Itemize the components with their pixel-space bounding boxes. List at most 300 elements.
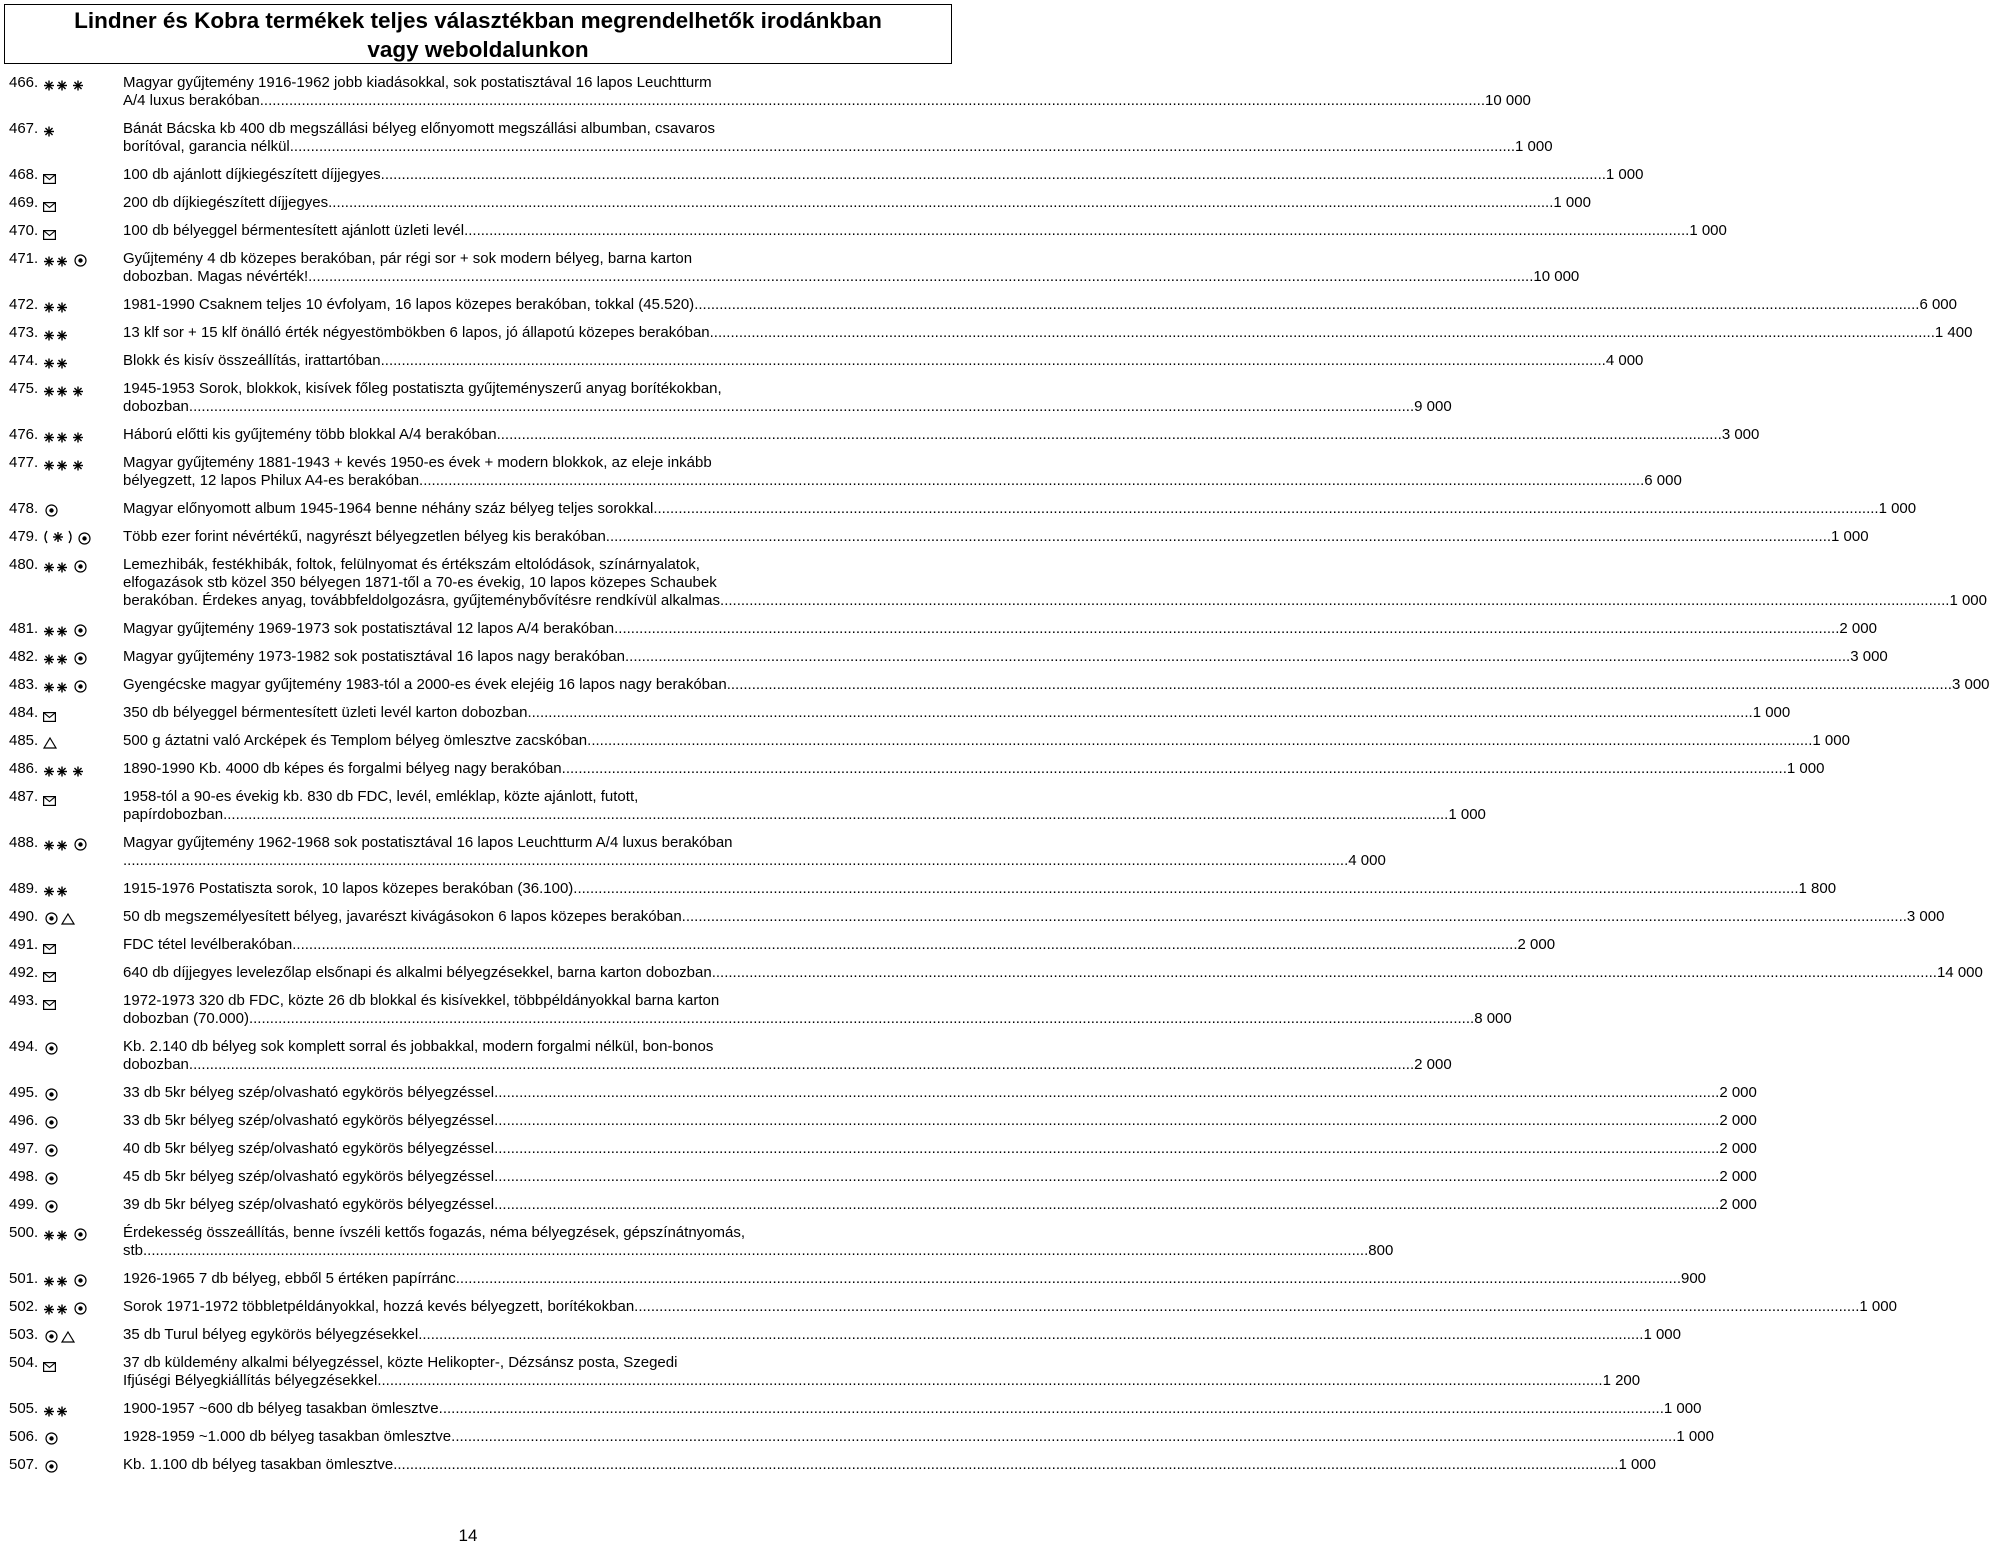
lot-price: 4 000 bbox=[1348, 852, 1386, 869]
description-text: stb bbox=[123, 1242, 144, 1259]
cancelled-stamp-icon bbox=[45, 1432, 58, 1445]
star-icon bbox=[72, 384, 84, 395]
description-text: 640 db díjjegyes levelezőlap elsőnapi és alkalmi bélyegzésekkel, barna karton dobozban bbox=[123, 964, 712, 981]
lot-price: 1 000 bbox=[1676, 1428, 1714, 1445]
lot-item bbox=[9, 760, 1825, 778]
lot-item bbox=[9, 380, 1452, 416]
description-text: 40 db 5kr bélyeg szép/olvasható egykörös bélyegzéssel bbox=[123, 1140, 495, 1157]
dot-leader bbox=[494, 1084, 1719, 1102]
cancelled-stamp-icon bbox=[45, 1460, 58, 1473]
envelope-icon bbox=[43, 941, 56, 951]
description-text: Sorok 1971-1972 többletpéldányokkal, hozzá kevés bélyegzett, borítékokban bbox=[123, 1298, 635, 1315]
lot-description bbox=[123, 528, 1869, 546]
lot-item bbox=[9, 556, 1987, 610]
dot-leader bbox=[249, 1010, 1474, 1028]
description-text: 33 db 5kr bélyeg szép/olvasható egykörös bélyegzéssel bbox=[123, 1112, 495, 1129]
description-text: 1928-1959 ~1.000 db bélyeg tasakban ömlesztve bbox=[123, 1428, 452, 1445]
lot-price: 1 000 bbox=[1553, 194, 1591, 211]
double-star-icon bbox=[43, 624, 69, 635]
description-text: 1915-1976 Postatiszta sorok, 10 lapos közepes berakóban (36.100) bbox=[123, 880, 574, 897]
lot-icons bbox=[43, 1400, 123, 1418]
description-text: 500 g áztatni való Arcképek és Templom bélyeg ömlesztve zacskóban bbox=[123, 732, 588, 749]
dot-leader bbox=[464, 222, 1689, 240]
lot-description bbox=[123, 324, 1972, 342]
lot-description bbox=[123, 1084, 1757, 1102]
lot-number: 506. bbox=[9, 1428, 39, 1445]
lot-description bbox=[123, 1400, 1701, 1418]
cancelled-stamp-icon bbox=[74, 560, 87, 573]
lot-icons bbox=[43, 880, 123, 898]
lot-item bbox=[9, 880, 1837, 898]
lot-item bbox=[9, 732, 1850, 750]
lot-description bbox=[123, 352, 1643, 370]
lot-description bbox=[123, 74, 1531, 110]
dot-leader bbox=[143, 1242, 1368, 1260]
lot-number: 469. bbox=[9, 194, 39, 211]
lot-item bbox=[9, 426, 1760, 444]
cancelled-stamp-icon bbox=[45, 504, 58, 517]
description-text: Kb. 1.100 db bélyeg tasakban ömlesztve bbox=[123, 1456, 394, 1473]
cancelled-stamp-icon bbox=[74, 652, 87, 665]
lot-description bbox=[123, 992, 1512, 1028]
description-line bbox=[123, 964, 1983, 982]
dot-leader bbox=[290, 138, 1515, 156]
lot-description bbox=[123, 648, 1888, 666]
lot-number: 505. bbox=[9, 1400, 39, 1417]
lot-item bbox=[9, 1038, 1452, 1074]
description-line bbox=[123, 138, 1553, 156]
description-text: papírdobozban bbox=[123, 806, 224, 823]
double-star-icon bbox=[43, 384, 69, 395]
star-icon bbox=[72, 78, 84, 89]
description-text: 100 db ajánlott díjkiegészített díjjegyes bbox=[123, 166, 381, 183]
lot-item bbox=[9, 296, 1957, 314]
dot-leader bbox=[587, 732, 1812, 750]
cancelled-stamp-icon bbox=[45, 1144, 58, 1157]
lot-icons bbox=[43, 834, 123, 870]
lot-price: 1 000 bbox=[1786, 760, 1825, 777]
lot-number: 471. bbox=[9, 250, 39, 267]
lot-item bbox=[9, 454, 1682, 490]
page-header bbox=[4, 4, 952, 64]
lot-description bbox=[123, 426, 1759, 444]
lot-price: 10 000 bbox=[1533, 268, 1580, 285]
lot-item bbox=[9, 74, 1531, 110]
lot-description bbox=[123, 1326, 1681, 1344]
lot-item bbox=[9, 788, 1486, 824]
lot-description bbox=[123, 1456, 1656, 1474]
lot-item bbox=[9, 1196, 1757, 1214]
double-star-icon bbox=[43, 1302, 69, 1313]
lot-item bbox=[9, 250, 1580, 286]
lot-price: 1 000 bbox=[1515, 138, 1553, 155]
envelope-icon bbox=[43, 171, 56, 181]
description-line bbox=[123, 528, 1869, 546]
lot-icons bbox=[43, 1354, 123, 1390]
lot-item bbox=[9, 992, 1512, 1028]
lot-price: 1 000 bbox=[1831, 528, 1869, 545]
lot-icons bbox=[43, 380, 123, 416]
lot-number: 478. bbox=[9, 500, 39, 517]
lot-item bbox=[9, 1428, 1714, 1446]
star-icon bbox=[72, 430, 84, 441]
lot-price: 1 000 bbox=[1878, 500, 1917, 517]
lot-number: 485. bbox=[9, 732, 39, 749]
lot-price: 9 000 bbox=[1414, 398, 1452, 415]
description-line bbox=[123, 472, 1682, 490]
lot-number: 477. bbox=[9, 454, 39, 471]
lot-description bbox=[123, 296, 1957, 314]
cancelled-stamp-icon bbox=[74, 838, 87, 851]
description-line bbox=[123, 1372, 1640, 1390]
lot-description bbox=[123, 676, 1990, 694]
lot-number: 492. bbox=[9, 964, 39, 981]
lot-description bbox=[123, 760, 1824, 778]
description-line bbox=[123, 222, 1727, 240]
dot-leader bbox=[625, 648, 1850, 666]
lot-item bbox=[9, 324, 1973, 342]
dot-leader bbox=[724, 592, 1949, 610]
lot-price: 2 000 bbox=[1839, 620, 1877, 637]
description-line: Kb. 2.140 db bélyeg sok komplett sorral és jobbakkal, modern forgalmi nélkül, bon-bonos bbox=[123, 1038, 714, 1055]
lot-price: 1 800 bbox=[1798, 880, 1837, 897]
triangle-icon bbox=[61, 1330, 75, 1342]
lot-item bbox=[9, 704, 1791, 722]
lot-list bbox=[9, 74, 1990, 1484]
description-text: 45 db 5kr bélyeg szép/olvasható egykörös bélyegzéssel bbox=[123, 1168, 495, 1185]
description-text: 1926-1965 7 db bélyeg, ebből 5 értéken papírránc bbox=[123, 1270, 456, 1287]
lot-description bbox=[123, 834, 1386, 870]
dot-leader bbox=[494, 1196, 1719, 1214]
description-line: Magyar gyűjtemény 1962-1968 sok postatisztával 16 lapos Leuchtturm A/4 luxus berakóban bbox=[123, 834, 733, 851]
lot-number: 467. bbox=[9, 120, 39, 137]
lot-icons bbox=[43, 1428, 123, 1446]
lot-price: 6 000 bbox=[1919, 296, 1957, 313]
lot-number: 468. bbox=[9, 166, 39, 183]
lot-price: 1 000 bbox=[1643, 1326, 1681, 1343]
description-line bbox=[123, 92, 1531, 110]
lot-icons bbox=[43, 648, 123, 666]
lot-price: 800 bbox=[1368, 1242, 1394, 1259]
lot-item bbox=[9, 1400, 1702, 1418]
dot-leader bbox=[260, 92, 1485, 110]
lot-number: 491. bbox=[9, 936, 39, 953]
lot-price: 900 bbox=[1681, 1270, 1707, 1287]
lot-number: 476. bbox=[9, 426, 39, 443]
description-line bbox=[123, 648, 1888, 666]
lot-number: 475. bbox=[9, 380, 39, 397]
cancelled-stamp-icon bbox=[45, 1330, 58, 1343]
description-text: 39 db 5kr bélyeg szép/olvasható egykörös bélyegzéssel bbox=[123, 1196, 495, 1213]
star-icon bbox=[72, 764, 84, 775]
description-text: dobozban bbox=[123, 398, 189, 415]
description-line bbox=[123, 852, 1386, 870]
description-line bbox=[123, 1400, 1701, 1418]
description-text: 1890-1990 Kb. 4000 db képes és forgalmi bélyeg nagy berakóban bbox=[123, 760, 562, 777]
lot-price: 1 000 bbox=[1949, 592, 1987, 609]
description-text: dobozban. Magas névérték! bbox=[123, 268, 309, 285]
lot-icons bbox=[43, 194, 123, 212]
lot-description bbox=[123, 1354, 1640, 1390]
lot-price: 2 000 bbox=[1719, 1196, 1757, 1213]
lot-icons bbox=[43, 936, 123, 954]
double-star-icon bbox=[43, 300, 69, 311]
lot-icons bbox=[43, 1224, 123, 1260]
lot-description bbox=[123, 908, 1944, 926]
dot-leader bbox=[328, 194, 1553, 212]
dot-leader bbox=[694, 296, 1919, 314]
lot-icons bbox=[43, 964, 123, 982]
lot-item bbox=[9, 648, 1888, 666]
description-line bbox=[123, 194, 1591, 212]
lot-number: 488. bbox=[9, 834, 39, 851]
cancelled-stamp-icon bbox=[74, 1274, 87, 1287]
double-star-icon bbox=[43, 560, 69, 571]
double-star-icon bbox=[43, 1404, 69, 1415]
lot-description bbox=[123, 1270, 1706, 1288]
double-star-icon bbox=[43, 78, 69, 89]
lot-price: 4 000 bbox=[1605, 352, 1644, 369]
dot-leader bbox=[456, 1270, 1681, 1288]
lot-icons bbox=[43, 704, 123, 722]
cancelled-stamp-icon bbox=[78, 532, 91, 545]
description-line bbox=[123, 1298, 1897, 1316]
lot-description bbox=[123, 1038, 1452, 1074]
description-line bbox=[123, 592, 1987, 610]
dot-leader bbox=[682, 908, 1907, 926]
lot-description bbox=[123, 120, 1553, 156]
dot-leader bbox=[189, 1056, 1414, 1074]
description-line bbox=[123, 760, 1824, 778]
lot-description bbox=[123, 380, 1452, 416]
triangle-icon bbox=[43, 736, 57, 748]
description-text: bélyegzett, 12 lapos Philux A4-es berakóban bbox=[123, 472, 420, 489]
description-line bbox=[123, 732, 1850, 750]
lot-number: 494. bbox=[9, 1038, 39, 1055]
description-line bbox=[123, 352, 1643, 370]
lot-icons bbox=[43, 556, 123, 610]
lot-description bbox=[123, 704, 1790, 722]
lot-icons bbox=[43, 760, 123, 778]
lot-description bbox=[123, 194, 1591, 212]
lot-number: 501. bbox=[9, 1270, 39, 1287]
lot-price: 2 000 bbox=[1719, 1168, 1757, 1185]
lot-price: 1 200 bbox=[1602, 1372, 1641, 1389]
lot-item bbox=[9, 834, 1386, 870]
cancelled-stamp-icon bbox=[74, 1302, 87, 1315]
lot-price: 2 000 bbox=[1719, 1084, 1757, 1101]
description-line bbox=[123, 398, 1452, 416]
lot-icons bbox=[43, 1196, 123, 1214]
lot-price: 14 000 bbox=[1936, 964, 1983, 981]
double-star-icon bbox=[43, 680, 69, 691]
lot-description bbox=[123, 166, 1643, 184]
lot-icons bbox=[43, 528, 123, 546]
dot-leader bbox=[494, 1168, 1719, 1186]
cancelled-stamp-icon bbox=[45, 1042, 58, 1055]
lot-number: 495. bbox=[9, 1084, 39, 1101]
description-line bbox=[123, 1326, 1681, 1344]
lot-description bbox=[123, 1224, 1393, 1260]
lot-item bbox=[9, 1112, 1757, 1130]
lot-item bbox=[9, 352, 1644, 370]
dot-leader bbox=[712, 964, 1937, 982]
dot-leader bbox=[494, 1112, 1719, 1130]
lot-icons bbox=[43, 222, 123, 240]
dot-leader bbox=[573, 880, 1798, 898]
description-text: Magyar gyűjtemény 1973-1982 sok postatisztával 16 lapos nagy berakóban bbox=[123, 648, 625, 665]
description-line bbox=[123, 676, 1990, 694]
lot-icons bbox=[43, 732, 123, 750]
lot-icons bbox=[43, 676, 123, 694]
lot-icons bbox=[43, 74, 123, 110]
description-line bbox=[123, 296, 1957, 314]
lot-item bbox=[9, 908, 1945, 926]
description-line: Magyar gyűjtemény 1881-1943 + kevés 1950-es évek + modern blokkok, az eleje inkább bbox=[123, 454, 712, 471]
lot-number: 500. bbox=[9, 1224, 39, 1241]
lot-item bbox=[9, 528, 1869, 546]
description-line bbox=[123, 1196, 1757, 1214]
description-text: Magyar előnyomott album 1945-1964 benne néhány száz bélyeg teljes sorokkal bbox=[123, 500, 654, 517]
lot-number: 483. bbox=[9, 676, 39, 693]
description-line: elfogazások stb közel 350 bélyegen 1871-től a 70-es évekig, 10 lapos közepes Schaubek bbox=[123, 574, 717, 591]
lot-item bbox=[9, 500, 1917, 518]
lot-item bbox=[9, 120, 1553, 156]
cancelled-stamp-icon bbox=[74, 254, 87, 267]
lot-item bbox=[9, 1140, 1757, 1158]
dot-leader bbox=[189, 398, 1414, 416]
lot-icons bbox=[43, 908, 123, 926]
lot-icons bbox=[43, 1112, 123, 1130]
lot-number: 474. bbox=[9, 352, 39, 369]
description-line bbox=[123, 1456, 1656, 1474]
description-line bbox=[123, 324, 1972, 342]
cancelled-stamp-icon bbox=[45, 1172, 58, 1185]
page-number: 14 bbox=[458, 1526, 478, 1545]
cancelled-stamp-icon bbox=[45, 1200, 58, 1213]
double-star-icon bbox=[43, 356, 69, 367]
description-line bbox=[123, 880, 1836, 898]
description-text: 33 db 5kr bélyeg szép/olvasható egykörös bélyegzéssel bbox=[123, 1084, 495, 1101]
description-line bbox=[123, 426, 1759, 444]
lot-icons bbox=[43, 250, 123, 286]
lot-number: 481. bbox=[9, 620, 39, 637]
description-line bbox=[123, 1168, 1757, 1186]
description-line: Érdekesség összeállítás, benne ívszéli kettős fogazás, néma bélyegzések, gépszínátnyomás, bbox=[123, 1224, 746, 1241]
dot-leader bbox=[653, 500, 1878, 518]
envelope-icon bbox=[43, 997, 56, 1007]
lot-icons bbox=[43, 426, 123, 444]
description-line: Bánát Bácska kb 400 db megszállási bélyeg előnyomott megszállási albumban, csavaros bbox=[123, 120, 715, 137]
envelope-icon bbox=[43, 199, 56, 209]
description-line bbox=[123, 500, 1916, 518]
lot-item bbox=[9, 1326, 1681, 1344]
lot-icons bbox=[43, 620, 123, 638]
lot-icons bbox=[43, 454, 123, 490]
description-text: A/4 luxus berakóban bbox=[123, 92, 260, 109]
lot-price: 6 000 bbox=[1644, 472, 1682, 489]
lot-price: 1 000 bbox=[1618, 1456, 1656, 1473]
cancelled-stamp-icon bbox=[45, 1116, 58, 1129]
lot-description bbox=[123, 222, 1727, 240]
lot-description bbox=[123, 1168, 1757, 1186]
lot-number: 499. bbox=[9, 1196, 39, 1213]
lot-icons bbox=[43, 500, 123, 518]
lot-item bbox=[9, 1084, 1757, 1102]
lot-price: 3 000 bbox=[1906, 908, 1945, 925]
star-icon bbox=[72, 458, 84, 469]
dot-leader bbox=[123, 852, 1348, 870]
dot-leader bbox=[419, 472, 1644, 490]
lot-icons bbox=[43, 166, 123, 184]
description-text: dobozban bbox=[123, 1056, 189, 1073]
description-line: 1972-1973 320 db FDC, közte 26 db blokkal és kisívekkel, többpéldányokkal barna karton bbox=[123, 992, 720, 1009]
envelope-icon bbox=[43, 793, 56, 803]
description-text: borítóval, garancia nélkül bbox=[123, 138, 290, 155]
lot-icons bbox=[43, 1298, 123, 1316]
dot-leader bbox=[562, 760, 1787, 778]
lot-number: 497. bbox=[9, 1140, 39, 1157]
dot-leader bbox=[308, 268, 1533, 286]
header-line-2: vagy weboldalunkon bbox=[367, 37, 589, 62]
lot-item bbox=[9, 936, 1556, 954]
lot-description bbox=[123, 1112, 1757, 1130]
description-line bbox=[123, 1010, 1512, 1028]
lot-price: 2 000 bbox=[1517, 936, 1556, 953]
lot-number: 507. bbox=[9, 1456, 39, 1473]
envelope-icon bbox=[43, 1359, 56, 1369]
description-text: Több ezer forint névértékű, nagyrészt bélyegzetlen bélyeg kis berakóban bbox=[123, 528, 606, 545]
lot-item bbox=[9, 194, 1591, 212]
dot-leader bbox=[727, 676, 1952, 694]
lot-item bbox=[9, 1298, 1897, 1316]
description-text: Háború előtti kis gyűjtemény több blokkal A/4 berakóban bbox=[123, 426, 497, 443]
lot-icons bbox=[43, 296, 123, 314]
lot-icons bbox=[43, 1168, 123, 1186]
lot-description bbox=[123, 1298, 1897, 1316]
lot-price: 1 000 bbox=[1752, 704, 1791, 721]
dot-leader bbox=[527, 704, 1752, 722]
lot-price: 3 000 bbox=[1850, 648, 1888, 665]
description-line: Gyűjtemény 4 db közepes berakóban, pár régi sor + sok modern bélyeg, barna karton bbox=[123, 250, 693, 267]
lot-item bbox=[9, 166, 1644, 184]
lot-description bbox=[123, 1196, 1757, 1214]
lot-number: 489. bbox=[9, 880, 39, 897]
dot-leader bbox=[634, 1298, 1859, 1316]
lot-icons bbox=[43, 1326, 123, 1344]
description-line bbox=[123, 806, 1486, 824]
lot-number: 482. bbox=[9, 648, 39, 665]
lot-price: 1 000 bbox=[1605, 166, 1644, 183]
lot-price: 1 000 bbox=[1689, 222, 1727, 239]
dot-leader bbox=[418, 1326, 1643, 1344]
double-star-icon bbox=[43, 884, 69, 895]
lot-price: 1 400 bbox=[1934, 324, 1973, 341]
cancelled-stamp-icon bbox=[74, 624, 87, 637]
dot-leader bbox=[223, 806, 1448, 824]
dot-leader bbox=[497, 426, 1722, 444]
description-text: 1900-1957 ~600 db bélyeg tasakban ömlesztve bbox=[123, 1400, 439, 1417]
lot-item bbox=[9, 1354, 1641, 1390]
description-text: 50 db megszemélyesített bélyeg, javarészt kivágásokon 6 lapos közepes berakóban bbox=[123, 908, 682, 925]
lot-number: 498. bbox=[9, 1168, 39, 1185]
description-line bbox=[123, 704, 1790, 722]
lot-item bbox=[9, 676, 1990, 694]
dot-leader bbox=[439, 1400, 1664, 1418]
lot-description bbox=[123, 936, 1555, 954]
lot-description bbox=[123, 500, 1916, 518]
description-text: Gyengécske magyar gyűjtemény 1983-tól a 2000-es évek elejéig 16 lapos nagy berakóban bbox=[123, 676, 727, 693]
